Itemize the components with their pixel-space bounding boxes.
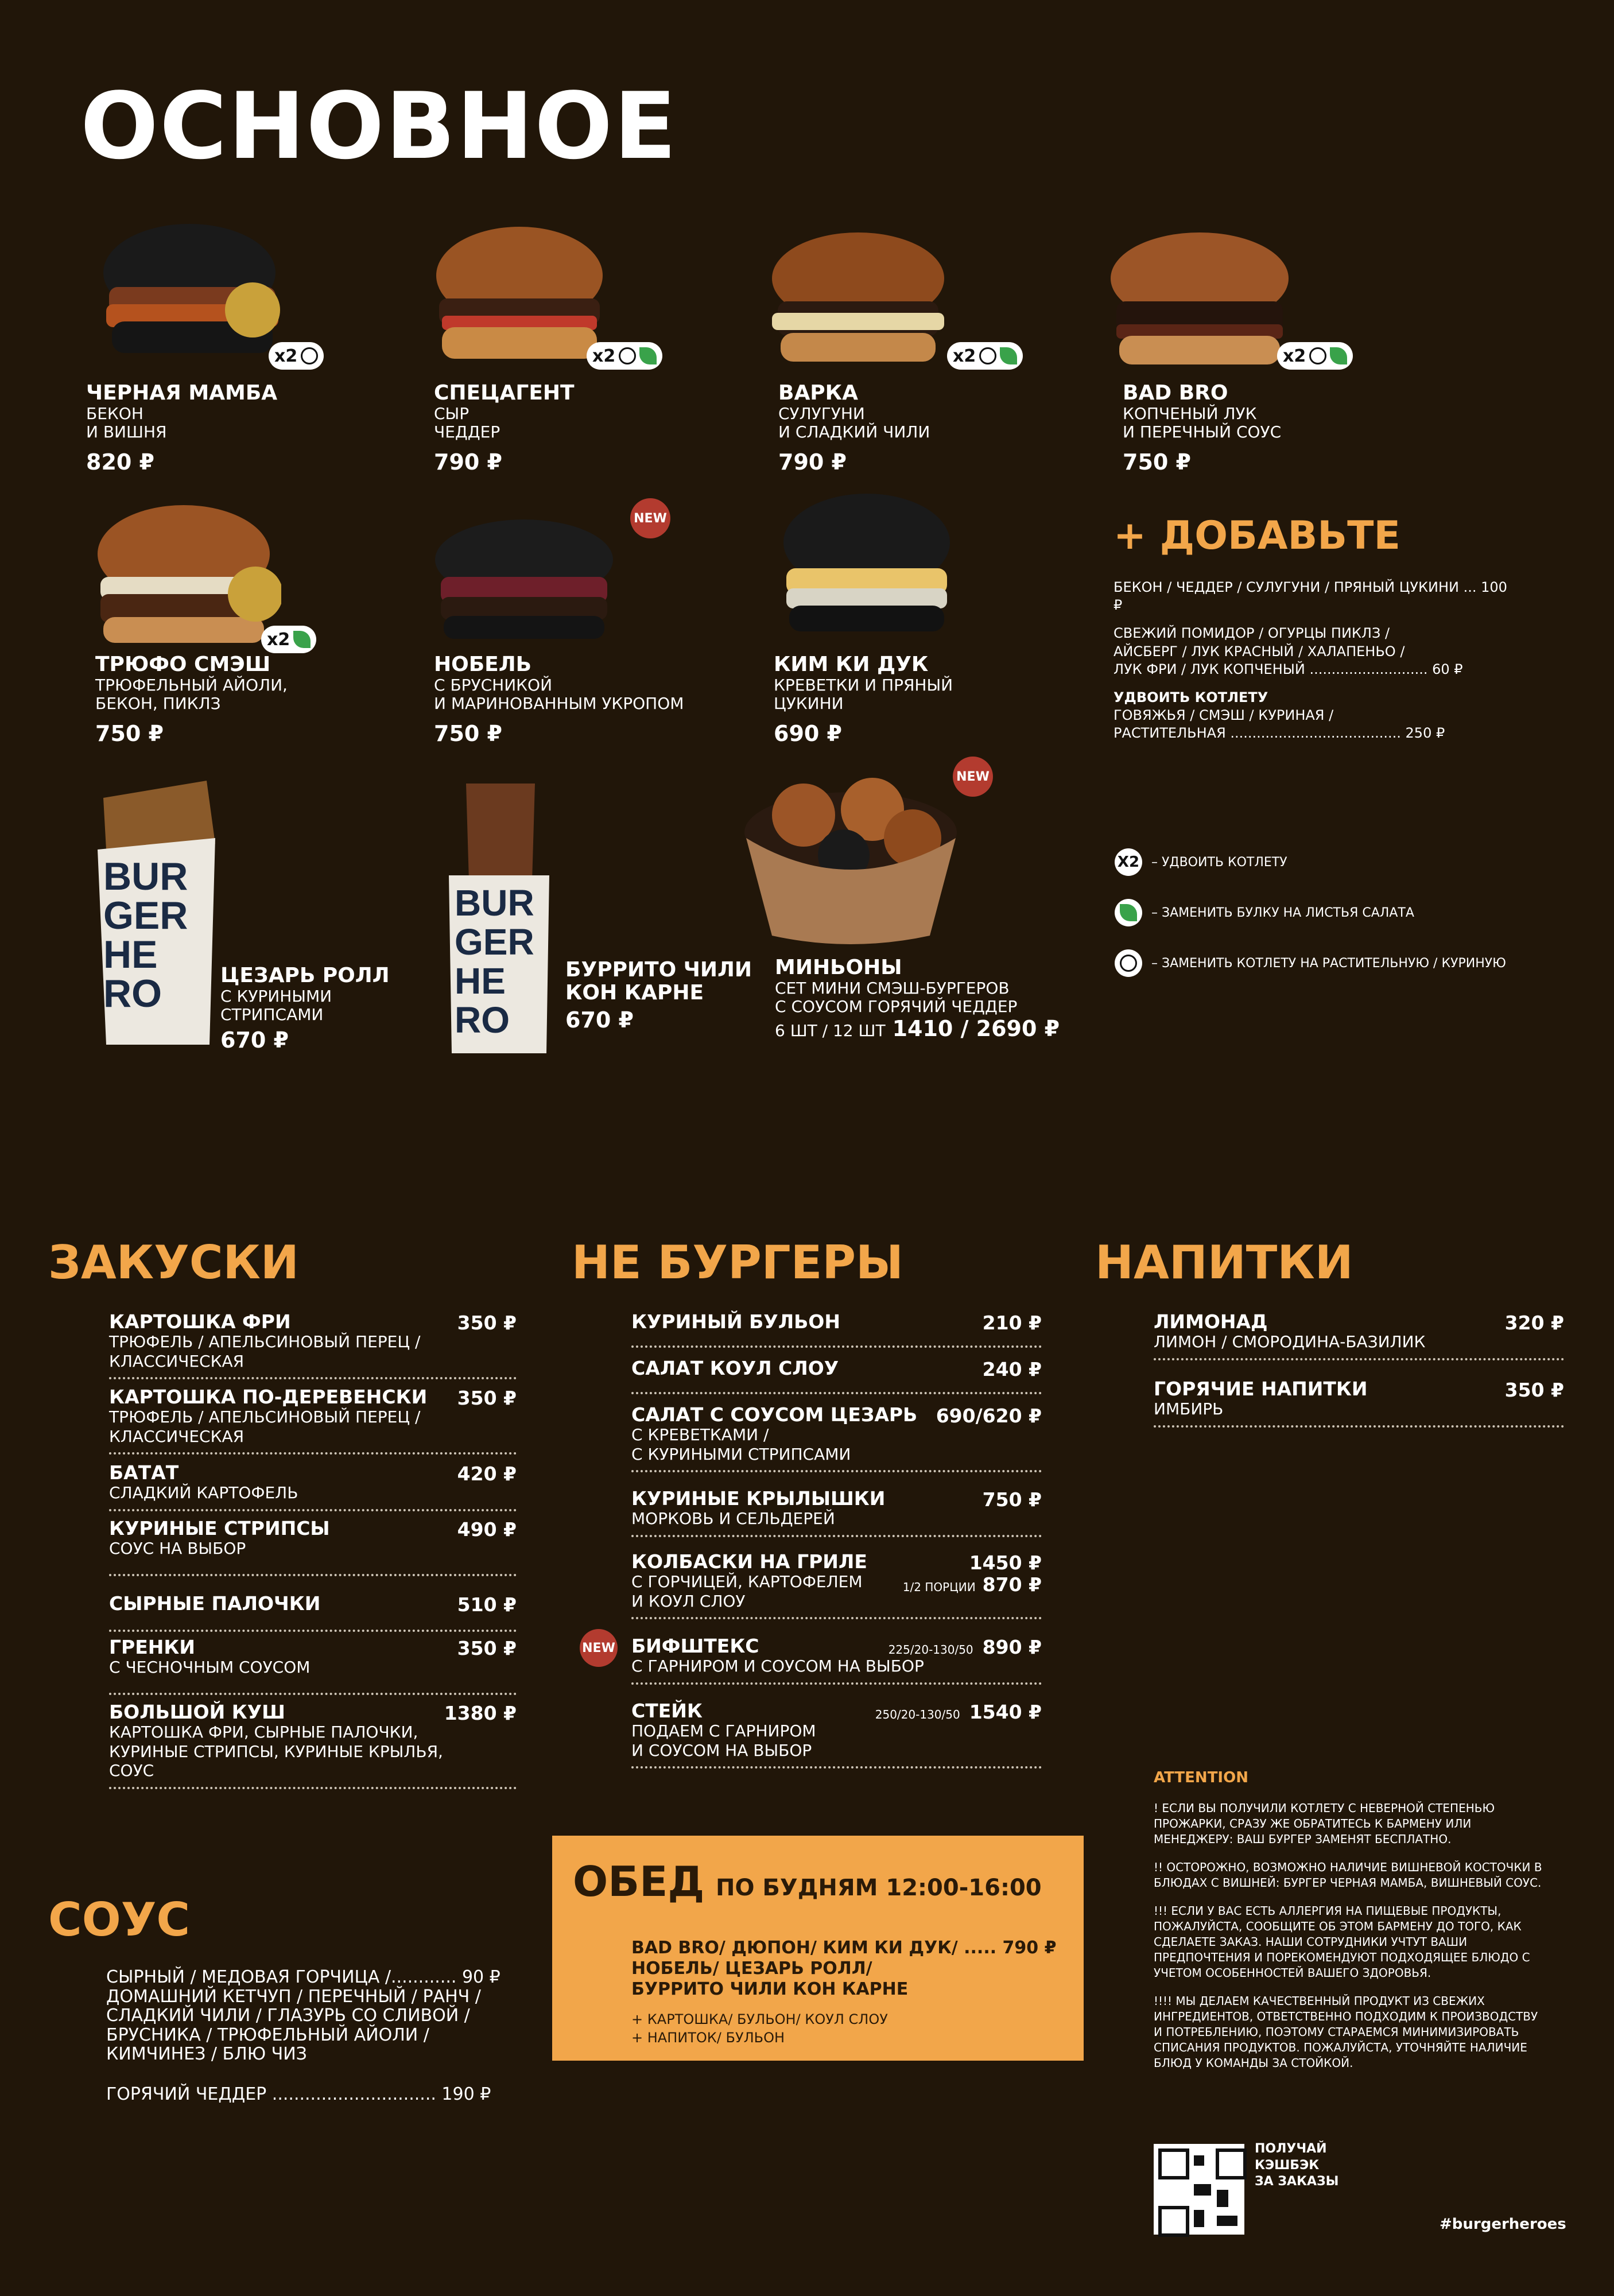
options-badge: x2 [947,342,1023,370]
addon-line: АЙСБЕРГ / ЛУК КРАСНЫЙ / ХАЛАПЕНЬО / [1113,643,1405,660]
burger-price: 790 ₽ [778,449,847,475]
menu-item[interactable]: КУРИНЫЙ БУЛЬОН 210 ₽ [631,1312,1042,1348]
burger-desc: КОПЧЕНЫЙ ЛУК [1123,404,1257,423]
roll-name: БУРРИТО ЧИЛИ [565,958,752,982]
burger-desc: ЧЕДДЕР [434,422,501,441]
double-patty-badge: x2 [269,342,324,370]
snack-item[interactable]: БОЛЬШОЙ КУШ КАРТОШКА ФРИ, СЫРНЫЕ ПАЛОЧКИ, КУРИНЫЕ СТРИПСЫ, КУРИНЫЕ КРЫЛЬЯ, СОУС 1380 ₽ [109,1702,517,1789]
menu-item[interactable]: СТЕЙК ПОДАЕМ С ГАРНИРОМ И СОУСОМ НА ВЫБОР 250/20-130/50 1540 ₽ [631,1701,1042,1768]
roll-price: 670 ₽ [565,1007,634,1033]
roll-card[interactable] [775,956,1073,1041]
wrap-text: RO [455,999,510,1041]
roll-desc: С КУРИНЫМИ СТРИПСАМИ [220,986,332,1024]
lettuce-icon [1330,347,1347,364]
wrap-text: BUR [455,882,534,924]
snack-item[interactable]: КУРИНЫЕ СТРИПСЫ СОУС НА ВЫБОР 490 ₽ [109,1518,517,1576]
addons-panel [1113,513,1515,753]
roll-price: 670 ₽ [220,1027,289,1053]
options-badge: x2 [587,342,662,370]
addon-line: РАСТИТЕЛЬНАЯ ....................................... 250 ₽ [1113,725,1445,742]
burger-name: СПЕЦАГЕНТ [434,381,575,405]
menu-item[interactable]: САЛАТ КОУЛ СЛОУ 240 ₽ [631,1358,1042,1394]
burger-image [429,514,619,646]
snack-item[interactable]: ГРЕНКИ С ЧЕСНОЧНЫМ СОУСОМ 350 ₽ [109,1637,517,1695]
lunch-line: БУРРИТО ЧИЛИ КОН КАРНЕ [631,1979,909,1999]
burger-desc: ТРЮФЕЛЬНЫЙ АЙОЛИ, [95,675,288,695]
wrap-text: GER [455,921,534,963]
addon-line: БЕКОН / ЧЕДДЕР / СУЛУГУНИ / ПРЯНЫЙ ЦУКИНИ ... 100 ₽ [1113,579,1507,614]
lettuce-icon [293,631,311,648]
lunch-title: ОБЕД [573,1857,705,1906]
lunch-subtitle: ПО БУДНЯМ 12:00-16:00 [716,1875,1042,1901]
attention-block: ATTENTION ! ЕСЛИ ВЫ ПОЛУЧИЛИ КОТЛЕТУ С НЕВЕРНОЙ СТЕПЕНЬЮ ПРОЖАРКИ, СРАЗУ ЖЕ ОБРАТИТЕСЬ К БАРМЕНУ ИЛИ МЕНЕДЖЕРУ: ВАШ БУРГЕР ЗАМЕНЯТ БЕСПЛАТНО. !! ОСТОРОЖНО, ВОЗМОЖНО НАЛИЧИЕ ВИШНЕВОЙ КОСТОЧКИ В БЛЮДАХ С ВИШНЕЙ: БУРГЕР ЧЕРНАЯ МАМБА, ВИШНЕВЫЙ СОУС. !!! ЕСЛИ У ВАС ЕСТЬ АЛЛЕРГИЯ НА ПИЩЕВЫЕ ПРОДУКТЫ, ПОЖАЛУЙСТА, СООБЩИТЕ ОБ ЭТОМ БАРМЕНУ ДО ТОГО, КАК СДЕЛАЕТЕ ЗАКАЗ. НАШИ СОТРУДНИКИ УЧТУТ ВАШИ ПРЕДПОЧТЕНИЯ И ПОРЕКОМЕНДУЮТ ПОДХОДЯЩЕЕ БЛЮДО С УЧЕТОМ ОСОБЕННОСТЕЙ ВАШЕГО ЗДОРОВЬЯ. !!!! МЫ ДЕЛАЕМ КАЧЕСТВЕННЫЙ ПРОДУКТ ИЗ СВЕЖИХ ИНГРЕДИЕНТОВ, ОТВЕТСТВЕННО ПОДХОДИМ К ПРОИЗВОДСТВУ И ПОТРЕБЛЕНИЮ, ПОЭТОМУ СТАРАЕМСЯ МИНИМИЗИРОВАТЬ СПИСАНИЯ ПРОДУКТОВ. ПОЖАЛУЙСТА, УТОЧНЯЙТЕ НАЛИЧИЕ БЛЮД У КОМАНДЫ ЗА СТОЙКОЙ. [1154,1768,1544,2084]
burger-card[interactable] [434,653,732,746]
wrap-text: RO [103,972,162,1015]
legend-item: X2 – УДВОИТЬ КОТЛЕТУ [1115,848,1551,876]
addons-title: + ДОБАВЬТЕ [1113,513,1400,559]
lettuce-icon [1000,347,1017,364]
wrap-image [92,775,224,1050]
qr-code[interactable] [1154,2144,1244,2235]
swap-icon [979,347,996,364]
lunch-line: + КАРТОШКА/ БУЛЬОН/ КОУЛ СЛОУ [631,2011,888,2027]
lunch-line: НОБЕЛЬ/ ЦЕЗАРЬ РОЛЛ/ [631,1958,872,1979]
menu-item[interactable]: БИФШТЕКС С ГАРНИРОМ И СОУСОМ НА ВЫБОР 225/20-130/50 890 ₽ [631,1636,1042,1685]
burger-image [1105,227,1294,376]
burger-name: ЧЕРНАЯ МАМБА [86,381,278,405]
roll-qty: 6 ШТ / 12 ШТ [775,1021,886,1040]
roll-name: КОН КАРНЕ [565,980,704,1004]
menu-item[interactable]: КУРИНЫЕ КРЫЛЫШКИ МОРКОВЬ И СЕЛЬДЕРЕЙ 750 ₽ [631,1488,1042,1537]
roll-desc: СЕТ МИНИ СМЭШ-БУРГЕРОВ [775,978,1010,998]
attention-title: ATTENTION [1154,1769,1248,1786]
burger-image [778,491,956,643]
burger-image [766,227,950,376]
addon-line: ЛУК ФРИ / ЛУК КОПЧЕНЫЙ ........................... 60 ₽ [1113,661,1463,677]
burger-price: 820 ₽ [86,449,154,475]
swap-icon [1115,949,1142,977]
snack-item[interactable]: КАРТОШКА ПО-ДЕРЕВЕНСКИ ТРЮФЕЛЬ / АПЕЛЬСИНОВЫЙ ПЕРЕЦ / КЛАССИЧЕСКАЯ 350 ₽ [109,1387,517,1455]
burger-desc: И ПЕРЕЧНЫЙ СОУС [1123,422,1282,441]
burger-card[interactable] [778,382,1031,475]
snack-item[interactable]: БАТАТ СЛАДКИЙ КАРТОФЕЛЬ 420 ₽ [109,1463,517,1511]
minions-bowl-image [740,763,961,947]
burger-price: 750 ₽ [95,720,164,746]
section-title-drinks: НАПИТКИ [1095,1236,1353,1289]
burger-desc: С БРУСНИКОЙ [434,675,553,695]
burger-desc: БЕКОН [86,404,143,423]
burger-card[interactable] [774,653,1038,746]
swap-icon [619,347,636,364]
burger-card[interactable] [434,382,686,475]
burger-desc: И ВИШНЯ [86,422,167,441]
addon-line: УДВОИТЬ КОТЛЕТУ [1113,689,1268,705]
addon-line: СВЕЖИЙ ПОМИДОР / ОГУРЦЫ ПИКЛЗ / [1113,625,1390,642]
burger-name: BAD BRO [1123,381,1228,405]
roll-card[interactable] [220,964,439,1053]
addon-line: ГОВЯЖЬЯ / СМЭШ / КУРИНАЯ / [1113,707,1334,724]
burger-name: НОБЕЛЬ [434,653,532,676]
burger-image [430,221,608,373]
legend-item: – ЗАМЕНИТЬ БУЛКУ НА ЛИСТЬЯ САЛАТА [1115,899,1551,926]
burger-price: 690 ₽ [774,720,842,746]
x2-icon: X2 [1115,848,1142,876]
menu-item[interactable]: САЛАТ С СОУСОМ ЦЕЗАРЬ С КРЕВЕТКАМИ / С КУРИНЫМИ СТРИПСАМИ 690/620 ₽ [631,1405,1042,1472]
menu-item[interactable]: КОЛБАСКИ НА ГРИЛЕ С ГОРЧИЦЕЙ, КАРТОФЕЛЕМ И КОУЛ СЛОУ 1450 ₽ 1/2 ПОРЦИИ 870 ₽ [631,1552,1042,1619]
section-title-not-burgers: НЕ БУРГЕРЫ [572,1236,903,1289]
wrap-text: GER [103,894,188,937]
lettuce-icon [1115,899,1142,926]
options-badge: x2 [261,626,316,653]
roll-desc: С СОУСОМ ГОРЯЧИЙ ЧЕДДЕР [775,996,1018,1016]
burrito-image [449,772,552,1053]
burger-desc: И МАРИНОВАННЫМ УКРОПОМ [434,693,684,713]
burger-desc: И СЛАДКИЙ ЧИЛИ [778,422,930,441]
options-badge: x2 [1277,342,1353,370]
roll-price: 1410 / 2690 ₽ [892,1015,1060,1041]
burger-desc: СУЛУГУНИ [778,404,865,423]
burger-desc: СЫР [434,404,470,423]
burger-desc: БЕКОН, ПИКЛЗ [95,693,221,713]
sauce-list: СЫРНЫЙ / МЕДОВАЯ ГОРЧИЦА /............ 90 ₽ ДОМАШНИЙ КЕТЧУП / ПЕРЕЧНЫЙ / РАНЧ / СЛАДКИЙ ЧИЛИ / ГЛАЗУРЬ СО СЛИВОЙ / БРУСНИКА / ТРЮФЕЛЬНЫЙ АЙОЛИ / КИМЧИНЕЗ / БЛЮ ЧИЗ ГОРЯЧИЙ ЧЕДДЕР .............................. 190 ₽ [106,1967,501,2104]
wrap-text: BUR [103,855,188,898]
new-badge: NEW [630,498,670,538]
roll-name: МИНЬОНЫ [775,956,902,979]
new-badge: NEW [953,757,993,797]
burger-card[interactable] [95,653,359,746]
burger-name: КИМ КИ ДУК [774,653,929,676]
burger-price: 790 ₽ [434,449,502,475]
legend-item: – ЗАМЕНИТЬ КОТЛЕТУ НА РАСТИТЕЛЬНУЮ / КУРИНУЮ [1115,949,1551,977]
burger-desc: КРЕВЕТКИ И ПРЯНЫЙ [774,675,953,695]
legend [1115,848,1551,1000]
drink-item[interactable]: ЛИМОНАД ЛИМОН / СМОРОДИНА-БАЗИЛИК 320 ₽ [1154,1312,1564,1360]
wrap-text: HE [103,933,158,976]
lettuce-icon [639,347,657,364]
lunch-banner [552,1836,1084,2061]
burger-name: ВАРКА [778,381,858,405]
wrap-text: HE [455,960,506,1002]
drink-item[interactable]: ГОРЯЧИЕ НАПИТКИ ИМБИРЬ 350 ₽ [1154,1379,1564,1428]
roll-card[interactable] [565,959,783,1033]
lunch-line: + НАПИТОК/ БУЛЬОН [631,2030,785,2046]
lunch-line: BAD BRO/ ДЮПОН/ КИМ КИ ДУК/ ..... 790 ₽ [631,1938,1057,1958]
new-badge: NEW [580,1629,618,1667]
section-title-snacks: ЗАКУСКИ [48,1236,299,1289]
snack-item[interactable]: КАРТОШКА ФРИ ТРЮФЕЛЬ / АПЕЛЬСИНОВЫЙ ПЕРЕЦ / КЛАССИЧЕСКАЯ 350 ₽ [109,1312,517,1379]
swap-icon [301,347,318,364]
section-title-sauce: СОУС [48,1893,191,1946]
burger-desc: ЦУКИНИ [774,693,844,713]
hashtag: #burgerheroes [1440,2216,1566,2233]
burger-price: 750 ₽ [434,720,502,746]
burger-price: 750 ₽ [1123,449,1191,475]
burger-image [92,499,281,654]
cashback-text: ПОЛУЧАЙ КЭШБЭК ЗА ЗАКАЗЫ [1255,2142,1339,2189]
roll-name: ЦЕЗАРЬ РОЛЛ [220,964,390,987]
page-title: ОСНОВНОЕ [80,72,678,180]
burger-name: ТРЮФО СМЭШ [95,653,271,676]
snack-item[interactable]: СЫРНЫЕ ПАЛОЧКИ 510 ₽ [109,1593,517,1632]
burger-image [98,218,287,373]
burger-card[interactable] [1123,382,1375,475]
burger-card[interactable] [86,382,339,475]
swap-icon [1309,347,1326,364]
